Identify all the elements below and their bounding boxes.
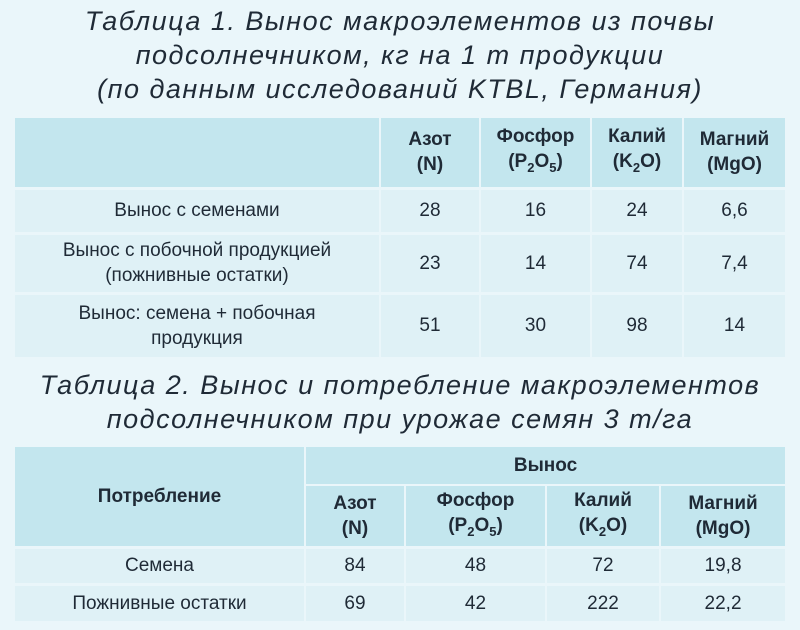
column-header-phosphorus: Фосфор $(P_2O_5)$	[405, 485, 546, 547]
table1-header-empty	[15, 118, 380, 188]
cell-value: 24	[591, 188, 683, 233]
row-label: Вынос с побочной продукцией (пожнивные остатки)	[15, 233, 380, 293]
formula: $(P_2O_5)$	[508, 151, 563, 176]
cell-value: 30	[480, 293, 591, 357]
table1-title	[0, 4, 800, 106]
column-header-potassium: Калий $(K_2O)$	[546, 485, 660, 547]
table2-header-row-group	[15, 447, 785, 485]
row-header-consumption: Потребление	[15, 447, 305, 547]
cell-value: 22,2	[660, 584, 785, 621]
cell-value: 72	[546, 547, 660, 584]
table2-title-line: Таблица 2. Вынос и потребление макроэлементов	[39, 370, 761, 400]
table2-title	[0, 368, 800, 436]
column-header-magnesium: Магний (MgO)	[699, 129, 770, 176]
cell-value: 16	[480, 188, 591, 233]
cell-value: 51	[380, 293, 480, 357]
table1-title-line: подсолнечником, кг на 1 т продукции	[135, 40, 665, 70]
table1	[15, 118, 785, 357]
cell-value: 98	[591, 293, 683, 357]
table2-title-line: подсолнечником при урожае семян 3 т/га	[106, 404, 694, 434]
column-header-nitrogen: Азот (N)	[305, 485, 405, 547]
table-row	[15, 547, 785, 584]
table2	[15, 447, 785, 621]
cell-value: 69	[305, 584, 405, 621]
cell-value: 6,6	[683, 188, 785, 233]
table1-title-line: (по данным исследований KTBL, Германия)	[97, 74, 703, 104]
column-header-nitrogen: Азот (N)	[380, 118, 480, 188]
cell-value: 7,4	[683, 233, 785, 293]
cell-value: 14	[683, 293, 785, 357]
table1-title-line: Таблица 1. Вынос макроэлементов из почвы	[84, 6, 716, 36]
cell-value: 14	[480, 233, 591, 293]
cell-value: 74	[591, 233, 683, 293]
table-row	[15, 293, 785, 357]
column-header-magnesium: Магний (MgO)	[660, 485, 785, 547]
cell-value: 19,8	[660, 547, 785, 584]
group-header-removal: Вынос	[513, 455, 578, 476]
row-label: Семена	[15, 547, 305, 584]
formula: $(K_2O)$	[578, 514, 628, 539]
cell-value: 84	[305, 547, 405, 584]
cell-value: 23	[380, 233, 480, 293]
row-label: Вынос: семена + побочная продукция	[15, 293, 380, 357]
column-header-phosphorus: Фосфор $(P_2O_5)$	[480, 118, 591, 188]
table-row	[15, 233, 785, 293]
cell-value: 42	[405, 584, 546, 621]
formula: $(K_2O)$	[612, 151, 662, 176]
row-label: Вынос с семенами	[15, 188, 380, 233]
cell-value: 48	[405, 547, 546, 584]
formula: $(P_2O_5)$	[448, 514, 503, 539]
table1-header-row	[15, 118, 785, 188]
row-label: Пожнивные остатки	[15, 584, 305, 621]
column-header-potassium: Калий $(K_2O)$	[591, 118, 683, 188]
cell-value: 222	[546, 584, 660, 621]
table-row	[15, 584, 785, 621]
table-row	[15, 188, 785, 233]
cell-value: 28	[380, 188, 480, 233]
